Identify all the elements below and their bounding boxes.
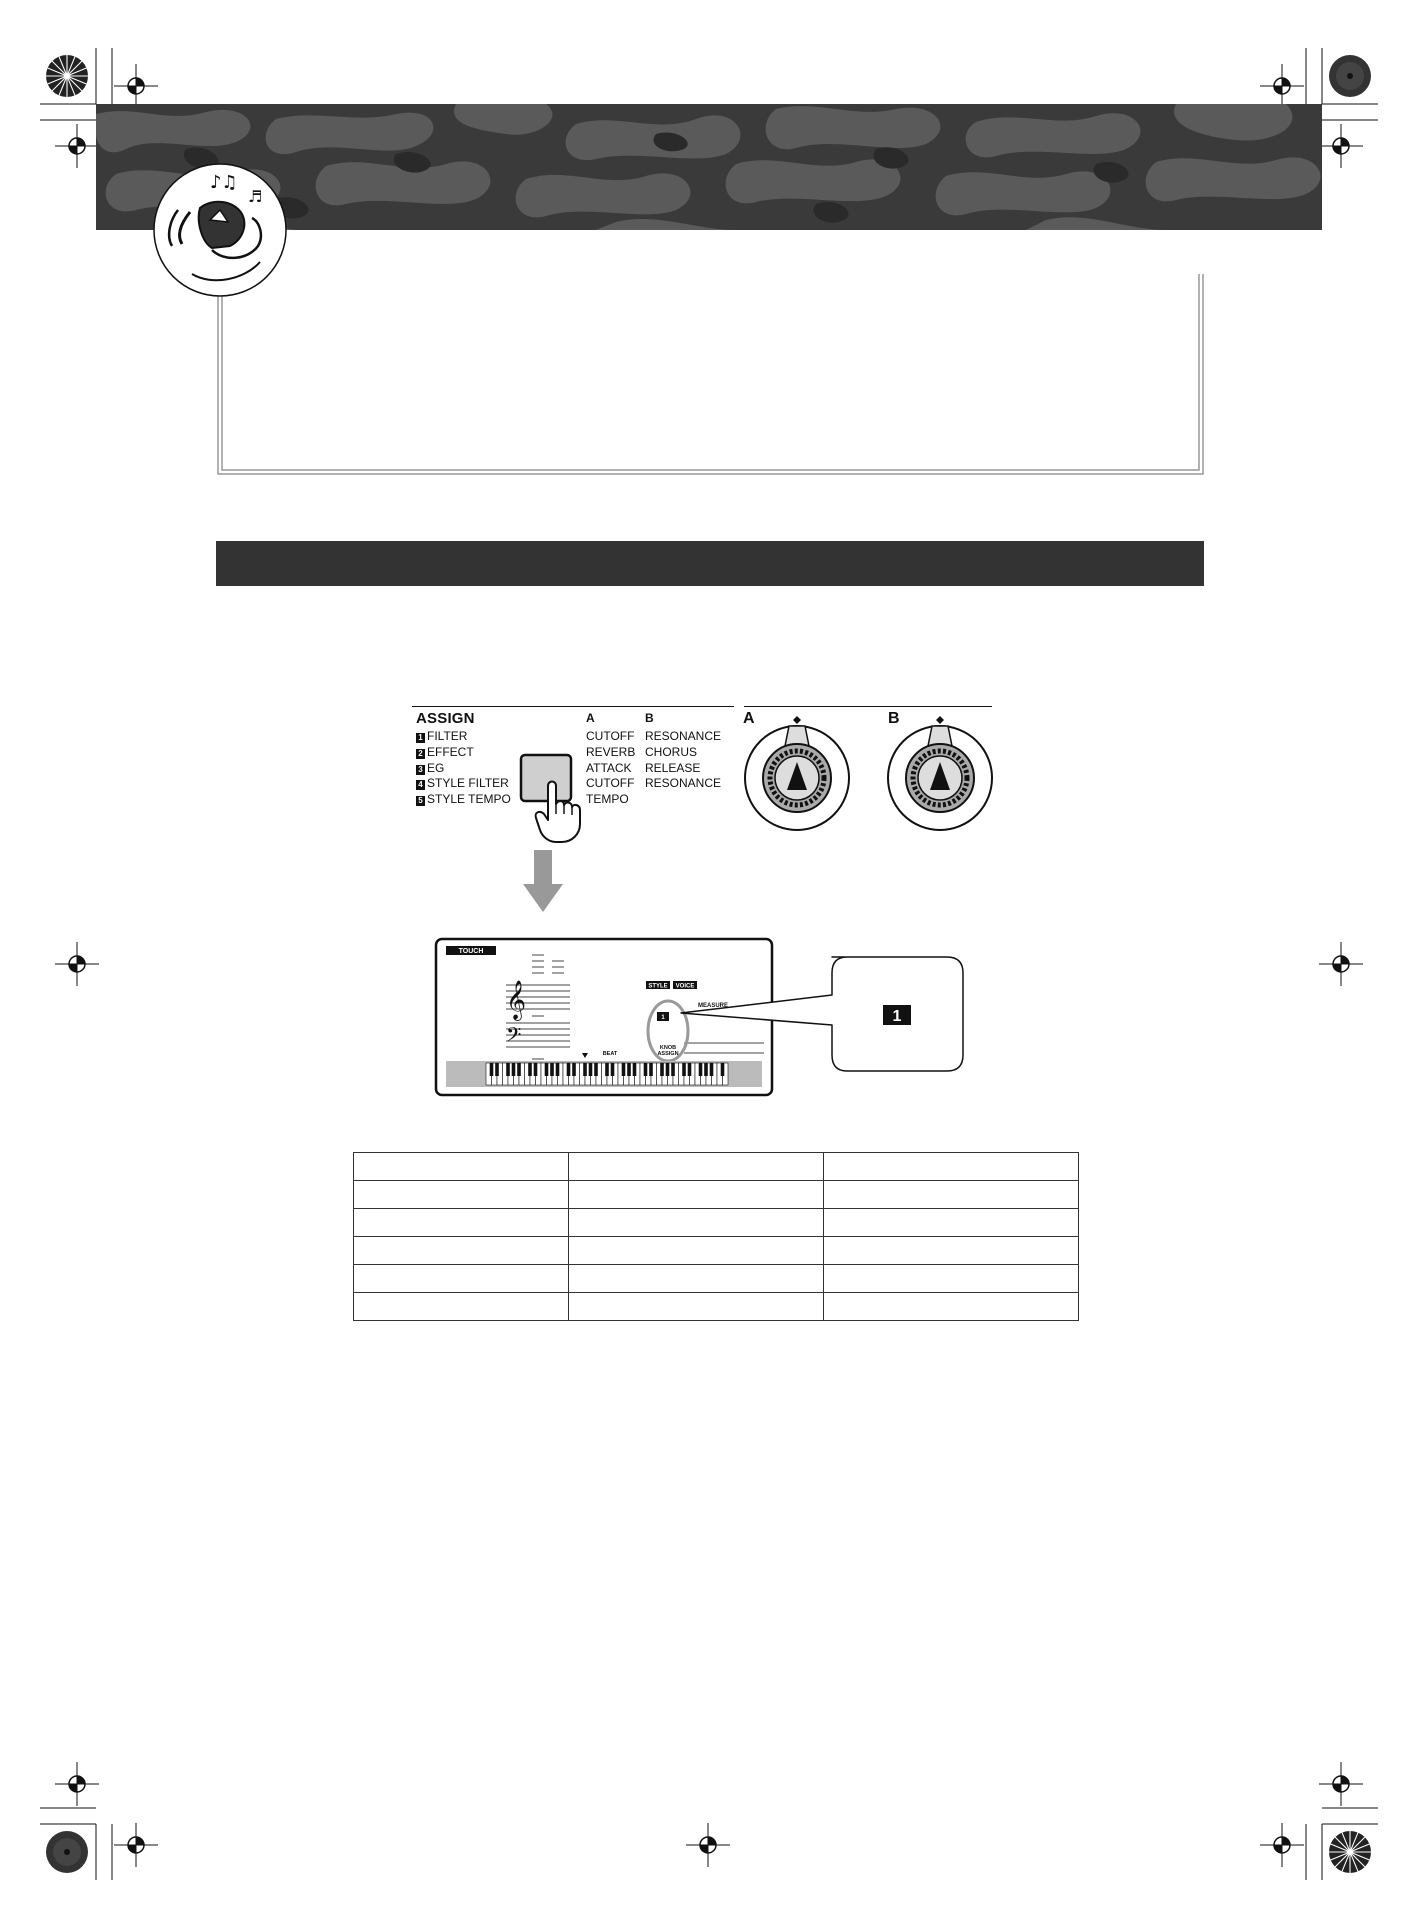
assign-a-value: REVERB: [586, 745, 636, 759]
table-cell: [354, 1181, 569, 1209]
table-cell: [354, 1293, 569, 1321]
table-row: [354, 1265, 1079, 1293]
table-row: [354, 1209, 1079, 1237]
section-header-bar: [216, 541, 1204, 586]
assign-b-value: RESONANCE: [645, 729, 722, 743]
touch-label: TOUCH: [458, 948, 484, 955]
knob-panel-rule: [744, 706, 992, 707]
table-row: [354, 1181, 1079, 1209]
assign-panel-rule: [412, 706, 734, 707]
callout-value: 1: [892, 1008, 902, 1025]
assign-item-style-filter: [416, 776, 509, 791]
assign-a-value: ATTACK: [586, 761, 632, 775]
assign-button[interactable]: [514, 750, 594, 844]
assign-number-badge: 1: [416, 733, 425, 743]
table-cell: [354, 1209, 569, 1237]
treble-clef-icon: 𝄞: [506, 980, 527, 1020]
assign-b-value: RESONANCE: [645, 776, 722, 790]
assign-item-style-tempo: [416, 792, 511, 807]
assign-a-value: CUTOFF: [586, 729, 635, 743]
table-cell: [569, 1265, 823, 1293]
assign-item-effect: [416, 745, 474, 760]
display-callout: [677, 955, 965, 1073]
table-cell: [569, 1293, 823, 1321]
assign-item-eg: [416, 761, 444, 776]
assign-a-value: CUTOFF: [586, 776, 635, 790]
table-cell: [354, 1265, 569, 1293]
style-label: STYLE: [648, 983, 668, 990]
assign-title: ASSIGN: [416, 710, 475, 727]
knob-assign-line1: KNOB: [659, 1045, 677, 1051]
bass-clef-icon: 𝄢: [506, 1023, 522, 1051]
knob-a-label: A: [743, 710, 755, 727]
table-cell: [569, 1153, 823, 1181]
assign-number-badge: 3: [416, 765, 425, 775]
svg-text:♬: ♬: [248, 187, 263, 206]
voice-label: VOICE: [675, 983, 695, 990]
assign-item-label: STYLE FILTER: [427, 776, 509, 790]
table-cell: [823, 1181, 1078, 1209]
assign-col-a-header: A: [586, 711, 595, 725]
assign-b-value: CHORUS: [645, 745, 698, 759]
assign-number-badge: 2: [416, 749, 425, 759]
assign-item-label: STYLE TEMPO: [427, 792, 511, 806]
beat-label: BEAT: [602, 1051, 618, 1057]
svg-text:♪♫: ♪♫: [210, 172, 238, 193]
table-cell: [354, 1153, 569, 1181]
assign-number: 1: [661, 1015, 665, 1021]
measure-label: MEASURE: [698, 1003, 729, 1009]
assign-b-value: RELEASE: [645, 761, 701, 775]
assign-item-filter: [416, 729, 467, 744]
arrow-down-icon: [521, 850, 565, 914]
table-row: [354, 1237, 1079, 1265]
text-frame: [215, 270, 1207, 478]
knob-b-label: B: [888, 710, 900, 727]
assign-col-b-header: B: [645, 711, 654, 725]
knob-b[interactable]: [886, 712, 994, 836]
knob-assign-line2: ASSIGN: [657, 1051, 679, 1057]
table-cell: [569, 1209, 823, 1237]
table-cell: [354, 1237, 569, 1265]
assign-number-badge: 4: [416, 780, 425, 790]
table-cell: [569, 1181, 823, 1209]
table-cell: [823, 1209, 1078, 1237]
table-cell: [823, 1265, 1078, 1293]
parameter-table: [353, 1152, 1079, 1321]
table-row: [354, 1293, 1079, 1321]
assign-a-value: TEMPO: [586, 792, 629, 806]
table-row: [354, 1153, 1079, 1181]
hand-knob-icon: [152, 162, 288, 298]
table-cell: [823, 1153, 1078, 1181]
table-cell: [823, 1237, 1078, 1265]
assign-number-badge: 5: [416, 796, 425, 806]
assign-item-label: EFFECT: [427, 745, 474, 759]
assign-item-label: EG: [427, 761, 445, 775]
assign-item-label: FILTER: [427, 729, 468, 743]
table-cell: [823, 1293, 1078, 1321]
knob-a[interactable]: [743, 712, 851, 836]
table-cell: [569, 1237, 823, 1265]
